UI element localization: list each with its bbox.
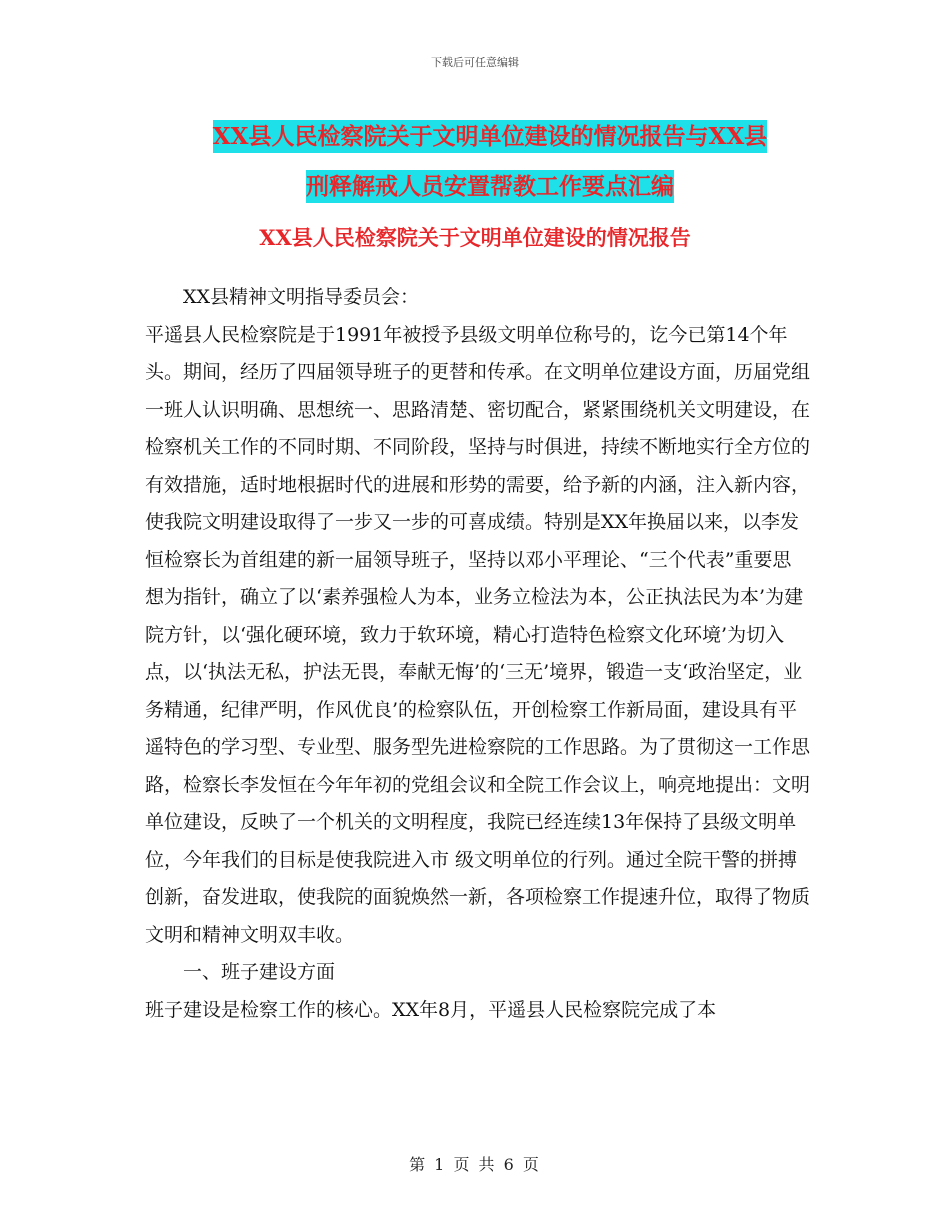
main-title-line-1: XX县人民检察院关于文明单位建设的情况报告与XX县	[213, 120, 767, 153]
body-paragraph-1: 平遥县人民检察院是于1991年被授予县级文明单位称号的，讫今已第14个年头。期间，经历了四届领导班子的更替和传承。在文明单位建设方面，历届党组一班人认识明确、思想统一、思路清楚、密切配合，紧紧围绕机关文明建设，在检察机关工作的不同时期、不同阶段，坚持与时俱进，持续不断地实行全方位的有效措施，适时地根据时代的进展和形势的需要，给予新的内涵，注入新内容，使我院文明建设取得了一步又一步的可喜成绩。特别是XX年换届以来，以李发恒检察长为首组建的新一届领导班子，坚持以邓小平理论、“三个代表”重要思想为指针，确立了以‘素养强检人为本，业务立检法为本，公正执法民为本’为建院方针，以‘强化硬环境，致力于软环境，精心打造特色检察文化环境’为切入点，以‘执法无私，护法无畏，奉献无悔’的‘三无’境界，锻造一支‘政治坚定，业务精通，纪律严明，作风优良’的检察队伍，开创检察工作新局面，建设具有平遥特色的学习型、专业型、服务型先进检察院的工作思路。为了贯彻这一工作思路，检察长李发恒在今年年初的党组会议和全院工作会议上，响亮地提出：文明单位建设，反映了一个机关的文明程度，我院已经连续13年保持了县级文明单位，今年我们的目标是使我院进入市 级文明单位的行列。通过全院干警的拼搏创新，奋发进取，使我院的面貌焕然一新，各项检察工作提速升位，取得了物质文明和精神文明双丰收。	[145, 323, 811, 946]
main-title-line-2: 刑释解戒人员安置帮教工作要点汇编	[306, 170, 674, 203]
section-heading: 一、班子建设方面	[183, 961, 336, 983]
salutation: XX县精神文明指导委员会：	[183, 286, 420, 308]
document-main-title	[150, 112, 830, 212]
page-header-note: 下载后可任意编辑	[431, 56, 519, 69]
page-number-footer: 第 1 页 共 6 页	[409, 1155, 541, 1174]
body-paragraph-2: 班子建设是检察工作的核心。XX年8月，平遥县人民检察院完成了本	[145, 998, 717, 1021]
document-body	[145, 279, 810, 1029]
document-sub-title: XX县人民检察院关于文明单位建设的情况报告	[259, 225, 691, 250]
